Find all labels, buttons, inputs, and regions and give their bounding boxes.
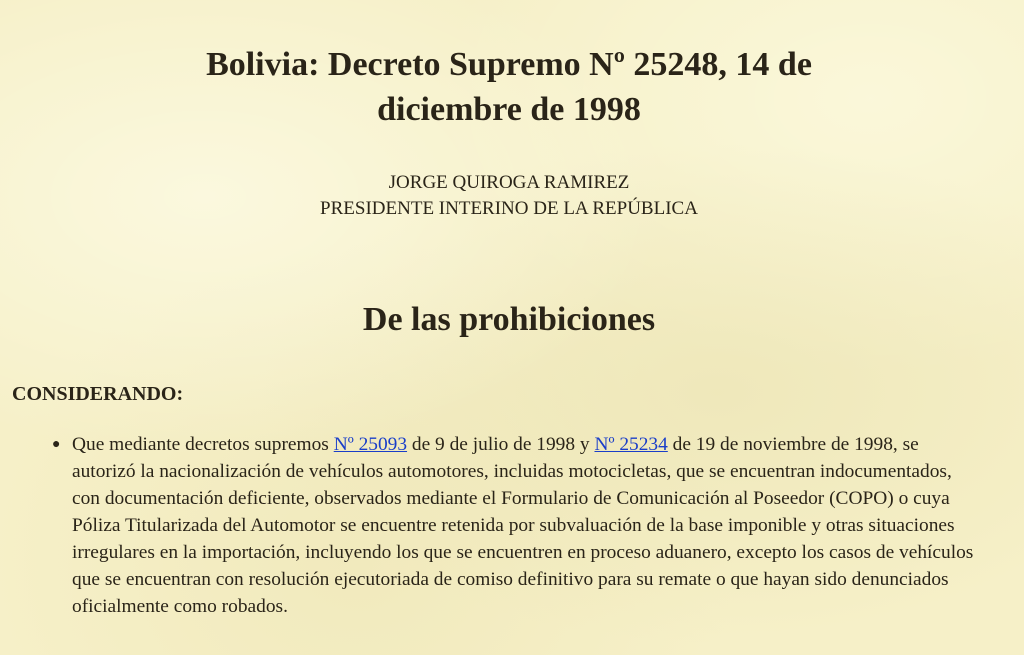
document-title-line-2: diciembre de 1998 <box>377 91 641 128</box>
consideration-text-end: de 19 de noviembre de 1998, se autorizó la nacionalización de vehículos automotores, incluidas motocicletas, que se encuentran indocumentados, con documentación deficiente, observados mediante el Formulario de Comunicación al Poseedor (COPO) o cuya Póliza Titularizada del Automotor se encuentre retenida por subvaluación de la base imponible y otras situaciones irregulares en la importación, incluyendo los que se encuentren en proceso aduanero, excepto los casos de vehículos que se encuentran con resolución ejecutoriada de comiso definitivo para su remate o que hayan sido denunciados oficialmente como robados. <box>72 434 974 617</box>
signatory-name: JORGE QUIROGA RAMIREZ <box>388 172 630 193</box>
consideration-text-start: Que mediante decretos supremos <box>72 434 334 455</box>
consideration-item <box>52 431 982 620</box>
document-title-line-1: Bolivia: Decreto Supremo Nº 25248, 14 de <box>206 46 812 83</box>
signatory-block <box>0 170 1018 222</box>
consideration-text-middle: de 9 de julio de 1998 y <box>407 434 595 455</box>
bullet-icon: ● <box>52 437 61 452</box>
considerando-label: CONSIDERANDO: <box>12 383 184 405</box>
signatory-role: PRESIDENTE INTERINO DE LA REPÚBLICA <box>320 198 698 219</box>
document-title <box>0 42 1018 132</box>
considerations-list <box>52 431 982 620</box>
section-heading: De las prohibiciones <box>362 301 656 338</box>
decree-link-25234[interactable]: Nº 25234 <box>594 434 668 455</box>
decree-link-25093[interactable]: Nº 25093 <box>333 434 408 455</box>
